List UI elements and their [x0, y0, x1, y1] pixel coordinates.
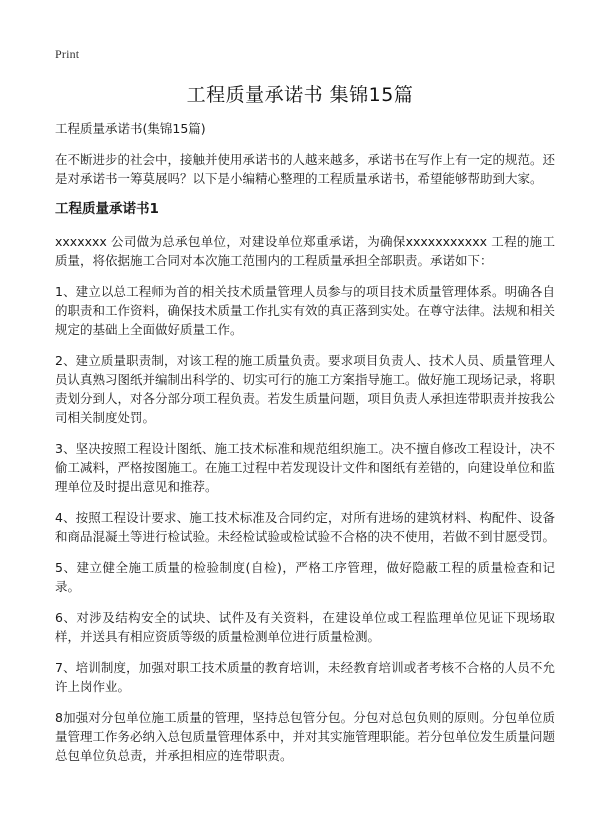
paragraph-item-2: 2、建立质量职责制，对该工程的施工质量负责。要求项目负责人、技术人员、质量管理人员认真熟习图纸并编制出科学的、切实可行的施工方案指导施工。做好施工现场记录，将职责划分到人，对各分部分项工程负责。若发生质量问题，项目负责人承担连带职责并按我公司相关制度处罚。: [55, 353, 556, 425]
paragraph-item-6: 6、对涉及结构安全的试块、试件及有关资料，在建设单位或工程监理单位见证下现场取样，并送具有相应资质等级的质量检测单位进行质量检测。: [55, 610, 555, 644]
print-link[interactable]: Print: [55, 47, 80, 61]
paragraph-item-5: 5、建立健全施工质量的检验制度(自检)，严格工序管理，做好隐蔽工程的质量检查和记录。: [55, 560, 555, 594]
paragraph-item-1: 1、建立以总工程师为首的相关技术质量管理人员参与的项目技术质量管理体系。明确各自的职责和工作资料，确保技术质量工作扎实有效的真正落到实处。在尊守法律。法规和相关规定的基础上全面做好质量工作。: [55, 284, 556, 337]
paragraph-item-3: 3、坚决按照工程设计图纸、施工技术标准和规范组织施工。决不擅自修改工程设计，决不偷工减料，严格按图施工。在施工过程中若发现设计文件和图纸有差错的，向建设单位和监理单位及时提出意见和推荐。: [55, 441, 556, 494]
document-subtitle: 工程质量承诺书(集锦15篇): [55, 121, 206, 136]
paragraph-item-4: 4、按照工程设计要求、施工技术标准及合同约定，对所有进场的建筑材料、构配件、设备和商品混凝土等进行检试验。未经检试验或检试验不合格的决不使用，若做不到甘愿受罚。: [55, 510, 556, 544]
paragraph-item-7: 7、培训制度，加强对职工技术质量的教育培训，未经教育培训或者考核不合格的人员不允许上岗作业。: [55, 660, 555, 694]
document-body: [55, 120, 555, 777]
section-heading: 工程质量承诺书1: [55, 201, 159, 217]
intro-paragraph: 在不断进步的社会中，接触并使用承诺书的人越来越多，承诺书在写作上有一定的规范。还是对承诺书一筹莫展吗？以下是小编精心整理的工程质量承诺书，希望能够帮助到大家。: [55, 152, 556, 186]
paragraph-opening: xxxxxxx 公司做为总承包单位，对建设单位郑重承诺，为确保xxxxxxxxxxx 工程的施工质量，将依据施工合同对本次施工范围内的工程质量承担全部职责。承诺如下：: [55, 234, 555, 268]
paragraph-item-8: 8加强对分包单位施工质量的管理，坚持总包管分包。分包对总包负则的原则。分包单位质量管理工作务必纳入总包质量管理体系中，并对其实施管理职能。若分包单位发生质量问题总包单位负总责，并承担相应的连带职责。: [55, 710, 556, 763]
page-title: 工程质量承诺书 集锦15篇: [186, 84, 414, 106]
